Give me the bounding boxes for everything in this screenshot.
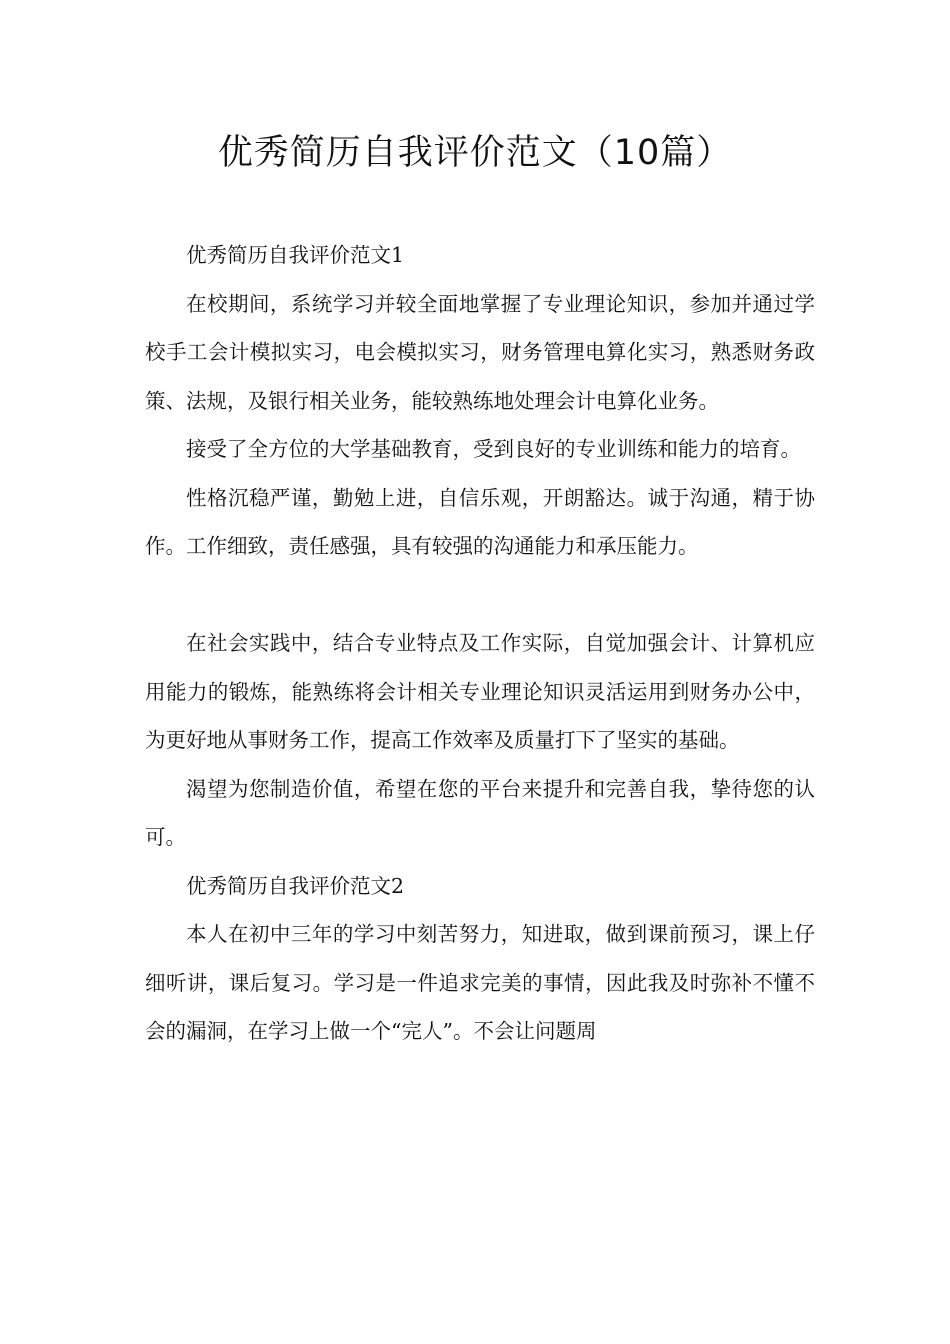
paragraph: 渴望为您制造价值，希望在您的平台来提升和完善自我，挚待您的认可。 [145, 776, 815, 849]
paragraph: 性格沉稳严谨，勤勉上进，自信乐观，开朗豁达。诚于沟通，精于协作。工作细致，责任感强，具有较强的沟通能力和承压能力。 [145, 485, 815, 558]
paragraph: 在社会实践中，结合专业特点及工作实际，自觉加强会计、计算机应用能力的锻炼，能熟练将会计相关专业理论知识灵活运用到财务办公中，为更好地从事财务工作，提高工作效率及质量打下了坚实的基础。 [145, 631, 815, 752]
document-title: 优秀简历自我评价范文（10篇） [217, 133, 733, 173]
paragraph: 本人在初中三年的学习中刻苦努力，知进取，做到课前预习，课上仔细听讲，课后复习。学习是一件追求完美的事情，因此我及时弥补不懂不会的漏洞，在学习上做一个“完人”。不会让问题周 [145, 922, 815, 1043]
section-heading: 优秀简历自我评价范文1 [186, 243, 405, 267]
document-body [145, 231, 815, 1056]
paragraph-spacer [145, 571, 815, 620]
section-heading: 优秀简历自我评价范文2 [186, 873, 405, 898]
paragraph: 在校期间，系统学习并较全面地掌握了专业理论知识，参加并通过学校手工会计模拟实习，电会模拟实习，财务管理电算化实习，熟悉财务政策、法规，及银行相关业务，能较熟练地处理会计电算化业务。 [145, 291, 815, 413]
paragraph: 接受了全方位的大学基础教育，受到良好的专业训练和能力的培育。 [186, 437, 801, 461]
